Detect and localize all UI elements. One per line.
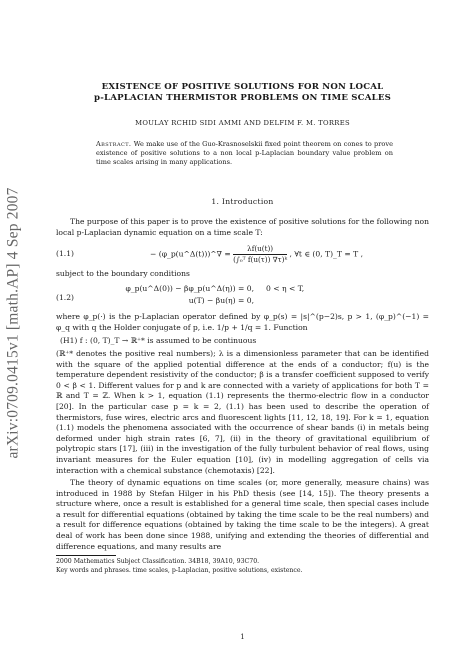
fraction-numerator: λf(u(t)) [233, 244, 287, 255]
paper-title [56, 82, 429, 104]
boundary-conditions-intro: subject to the boundary conditions [56, 268, 190, 278]
equation-line [84, 295, 429, 307]
footnote-msc: 2000 Mathematics Subject Classification. 34B18, 39A10, 93C70. [56, 558, 260, 566]
equation-fraction [233, 244, 287, 265]
paper-page [56, 80, 429, 641]
title-line-2: p-LAPLACIAN THERMISTOR PROBLEMS ON TIME SCALES [94, 93, 391, 103]
equation-1-2 [56, 283, 429, 306]
equation-lhs: − (φ_p(u^Δ(t)))^∇ = [149, 249, 231, 259]
time-scales-paragraph: The theory of dynamic equations on time scales (or, more generally, measure chains) was introduced in 1988 by Stefan Hilger in his PhD thesis (see [14, 15]). The theory presents a structure where, once a result is established for a general time scale, then special cases include a result for differential equations (obtained by taking the time scale to be the real numbers) and a result for difference equations (obtained by taking the time scale to be the integers). A great deal of work has been done since 1988, unifying and extending the theories of differential and difference equations, and many results are [56, 478, 429, 551]
equation-number: (1.2) [56, 293, 75, 303]
section-heading: 1. Introduction [211, 196, 274, 206]
operator-paragraph: where φ_p(·) is the p-Laplacian operator defined by φ_p(s) = |s|^(p−2)s, p > 1, (φ_p)^(−1) = φ_q with q the Holder conjugate of p, i.e. 1/p + 1/q = 1. Function [56, 312, 429, 332]
equation-line-lhs: u(T) − βu(η) = 0, [188, 295, 254, 305]
equation-line [84, 283, 429, 295]
equation-number: (1.1) [56, 248, 75, 258]
equation-line-lhs: φ_p(u^Δ(0)) − βφ_p(u^Δ(η)) = 0, [125, 284, 254, 294]
page-number: 1 [240, 633, 245, 641]
intro-paragraph: The purpose of this paper is to prove the existence of positive solutions for the following non local p-Laplacian dynamic equation on a time scale T: [56, 217, 429, 237]
authors: MOULAY RCHID SIDI AMMI AND DELFIM F. M. TORRES [135, 119, 350, 127]
abstract-label: Abstract. [96, 139, 132, 148]
footnote-keywords: Key words and phrases. time scales, p-Laplacian, positive solutions, existence. [56, 566, 303, 574]
title-line-1: EXISTENCE OF POSITIVE SOLUTIONS FOR NON LOCAL [101, 82, 384, 92]
equation-rhs: , ∀t ∈ (0, T)_T = T , [289, 249, 364, 259]
abstract-text: We make use of the Guo-Krasnoselskii fixed point theorem on cones to prove existence of positive solutions to a non local p-Laplacian boundary value problem on time scales arising in many applications. [96, 139, 393, 167]
hypothesis-h1: (H1) f : (0, T)_T → ℝ⁺* is assumed to be continuous [60, 336, 257, 346]
arxiv-identifier-text: arXiv:0709.0415v1 [math.AP] 4 Sep 2007 [5, 187, 23, 459]
main-paragraph: (ℝ⁺* denotes the positive real numbers); λ is a dimensionless parameter that can be identified with the square of the applied potential difference at the ends of a conductor; f(u) is the temperature dependent resistivity of the conductor; β is a transfer coefficient supposed to verify 0 < β < 1. Different values for p and k are connected with a variety of applications for both T = ℝ and T = ℤ. When k > 1, equation (1.1) represents the thermo-electric flow in a conductor [20]. In the particular case p = k = 2, (1.1) has been used to describe the operation of thermistors, fuse wires, electric arcs and fluorescent lights [11, 12, 18, 19]. For k = 1, equation (1.1) models the phenomena associated with the occurrence of shear bands (i) in metals being deformed under high strain rates [6, 7], (ii) in the theory of gravitational equilibrium of polytropic stars [17], (iii) in the investigation of the fully turbulent behavior of real flows, using invariant measures for the Euler equation [10], (iv) in modelling aggregation of cells via interaction with a chemical substance (chemotaxis) [22]. [56, 348, 429, 475]
abstract [96, 140, 393, 168]
equation-body [84, 244, 429, 265]
equation-line-condition: 0 < η < T, [266, 284, 305, 294]
equation-1-1 [56, 244, 429, 265]
footnote-divider [56, 555, 116, 556]
fraction-denominator: (∫₀ᵀ f(u(τ)) ∇τ)ᵏ [233, 254, 288, 264]
arxiv-identifier-stamp [2, 183, 26, 463]
equation-lines [84, 283, 429, 306]
